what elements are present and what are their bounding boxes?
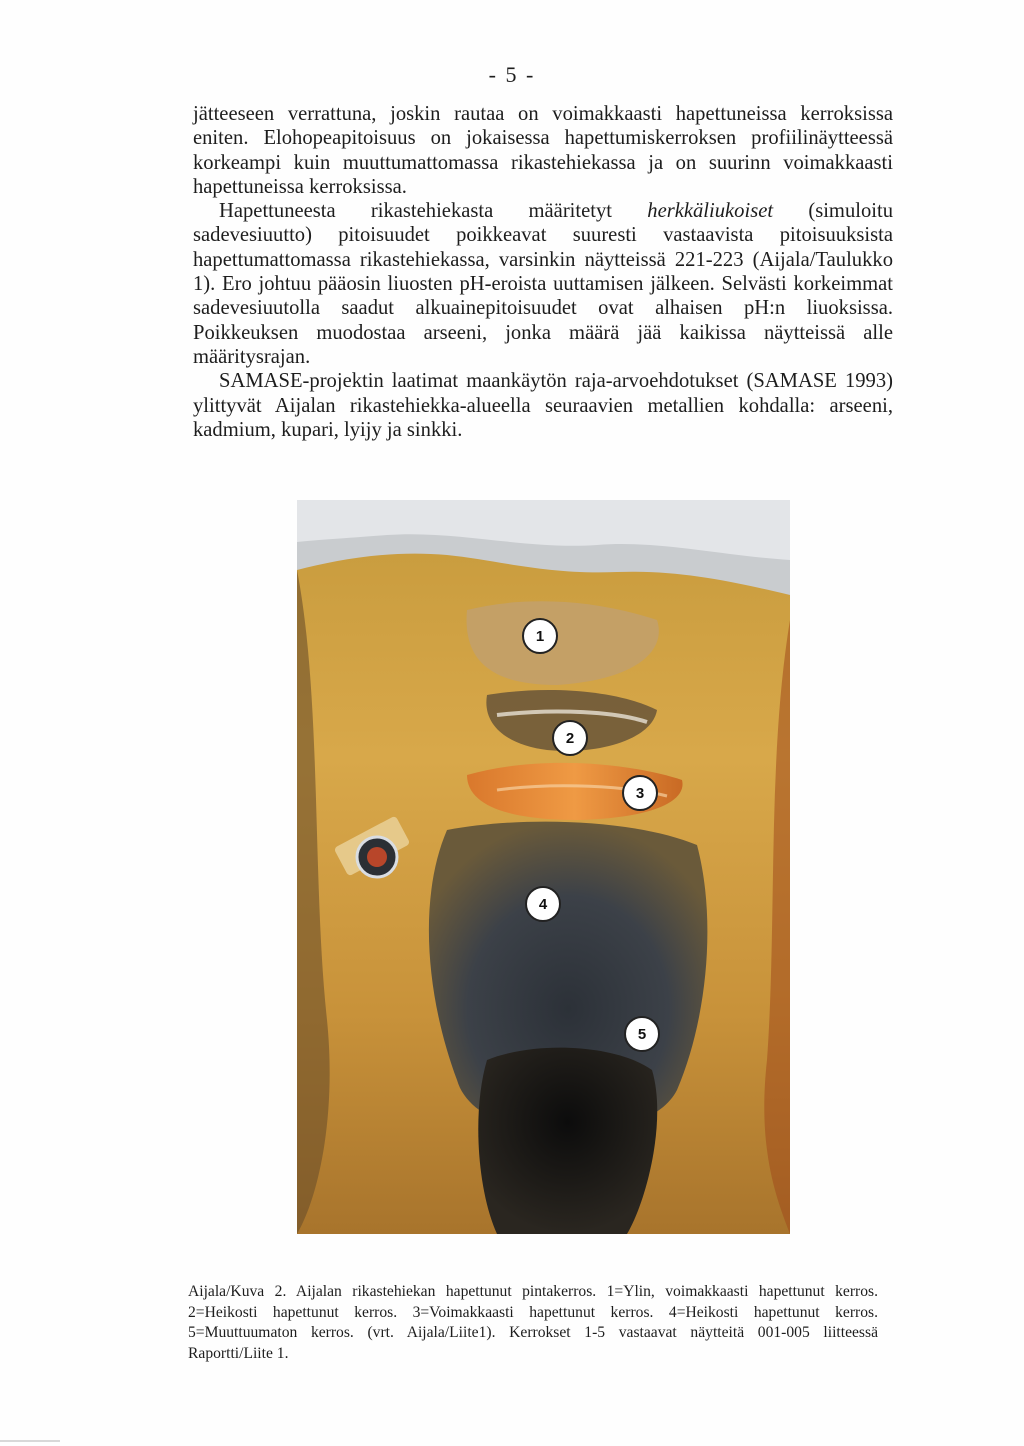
- paragraph-2-text-before: Hapettuneesta rikastehiekasta määritetyt: [219, 200, 648, 223]
- layer-marker-4: 4: [525, 886, 561, 922]
- paragraph-2: [193, 199, 893, 369]
- layer-marker-3: 3: [622, 775, 658, 811]
- paragraph-2-text-after: (simuloitu sadevesiuutto) pitoisuudet poikkeavat suuresti vastaavista pitoisuuksista hapettumattomassa rikastehiekassa, varsinkin näytteissä 221-223 (Aijala/Taulukko 1). Ero johtuu pääosin liuosten pH-eroista uuttamisen jälkeen. Selvästi korkeimmat sadevesiuutolla saadut alkuainepitoisuudet ovat alhaisen pH:n liuoksissa. Poikkeuksen muodostaa arseeni, jonka määrä jää kaikissa näytteissä alle määritysrajan.: [193, 200, 893, 368]
- soil-profile-illustration: [297, 500, 790, 1234]
- scan-edge-divider: [0, 1440, 60, 1442]
- layer-marker-1: 1: [522, 618, 558, 654]
- paragraph-3: SAMASE-projektin laatimat maankäytön raja-arvoehdotukset (SAMASE 1993) ylittyvät Aijalan rikastehiekka-alueella seuraavien metallien kohdalla: arseeni, kadmium, kupari, lyijy ja sinkki.: [193, 370, 893, 441]
- layer-marker-2: 2: [552, 720, 588, 756]
- figure-caption: Aijala/Kuva 2. Aijalan rikastehiekan hapettunut pintakerros. 1=Ylin, voimakkaasti hapettunut kerros. 2=Heikosti hapettunut kerros. 3=Voimakkaasti hapettunut kerros. 4=Heikosti hapettunut kerros. 5=Muuttuumaton kerros. (vrt. Aijala/Liite1). Kerrokset 1-5 vastaavat näytteitä 001-005 liitteessä Raportti/Liite 1.: [188, 1283, 878, 1362]
- paragraph-1: jätteeseen verrattuna, joskin rautaa on voimakkaasti hapettuneissa kerroksissa eniten. Elohopeapitoisuus on jokaisessa hapettumiskerroksen profiilinäytteessä korkeampi kuin muuttumattomassa rikastehiekassa ja on suurinn voimakkaasti hapettuneissa kerroksissa.: [193, 103, 893, 198]
- page-number: - 5 -: [488, 62, 536, 87]
- layer-marker-5: 5: [624, 1016, 660, 1052]
- paragraph-2-italic-term: herkkäliukoiset: [647, 200, 774, 223]
- soil-profile-photo: [297, 500, 790, 1234]
- body-text: [193, 102, 893, 442]
